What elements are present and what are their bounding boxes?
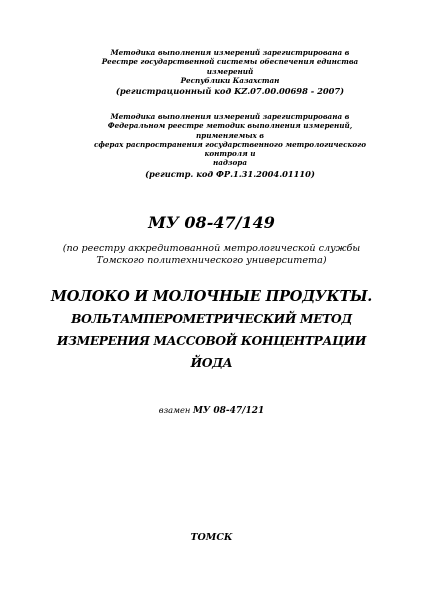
replaces-number: МУ 08-47/121 (192, 406, 265, 416)
title-line: МОЛОКО И МОЛОЧНЫЕ ПРОДУКТЫ. (50, 288, 373, 305)
document-id: МУ 08-47/149 (148, 213, 275, 232)
registration-ru-line: надзора (213, 158, 247, 168)
title-line: ЙОДА (190, 356, 233, 370)
registry-note-line: (по реестру аккредитованной метрологической службы (62, 243, 361, 254)
registration-kz-block (80, 48, 380, 97)
registration-ru-code: (регистр. код ФР.1.31.2004.01110) (145, 168, 315, 179)
registry-note (40, 243, 383, 267)
registration-kz-line: Реестре государственной системы обеспечения единства измерений (101, 57, 359, 76)
title-line: ИЗМЕРЕНИЯ МАССОВОЙ КОНЦЕНТРАЦИИ (56, 334, 367, 348)
registration-ru-line: сферах распространения государственного метрологического контроля и (94, 139, 366, 159)
replaces-note (0, 405, 423, 417)
registration-kz-code: (регистрационный код KZ.07.00.00698 - 2007) (115, 86, 345, 97)
registration-ru-block (80, 112, 380, 180)
title-line: ВОЛЬТАМПЕРОМЕТРИЧЕСКИЙ МЕТОД (71, 312, 352, 326)
replaces-prefix: взамен (158, 405, 191, 415)
registry-note-line: Томского политехнического университета) (96, 255, 327, 266)
registration-ru-line: Федеральном реестре методик выполнения измерений, применяемых в (107, 121, 353, 140)
registration-kz-line: Республики Казахстан (180, 75, 280, 85)
document-title (20, 286, 403, 374)
registration-kz-line: Методика выполнения измерений зарегистрирована в (110, 48, 350, 57)
registration-ru-line: Методика выполнения измерений зарегистрирована в (110, 112, 350, 121)
city-name: ТОМСК (190, 532, 233, 543)
